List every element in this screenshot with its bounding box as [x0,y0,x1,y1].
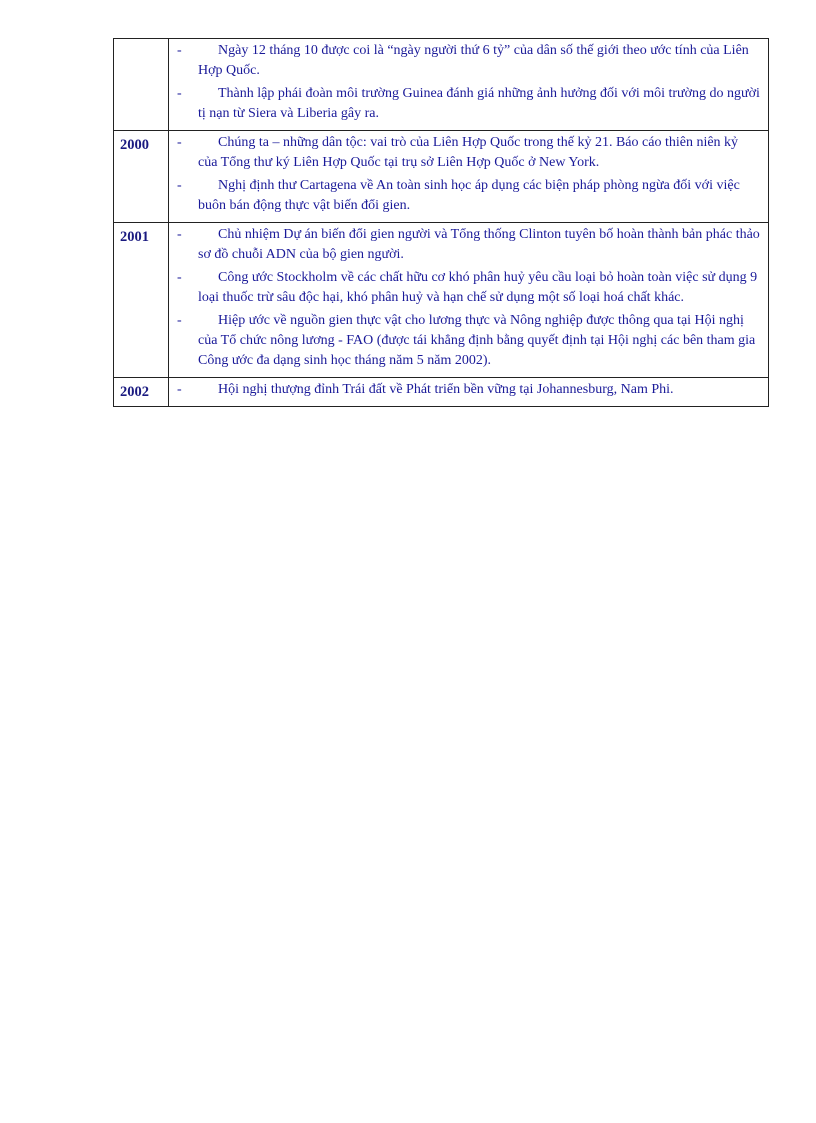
event-text: Hiệp ước về nguồn gien thực vật cho lương thực và Nông nghiệp được thông qua tại Hội nghị của Tổ chức nông lương - FAO (được tái khẳng định bằng quyết định tại Hội nghị các bên tham gia Công ước đa dạng sinh học tháng năm 5 năm 2002). [198,313,756,368]
year-cell: 2000 [114,131,169,223]
events-cell [169,223,769,378]
bullet-dash: - [177,313,182,328]
bullet-dash: - [177,227,182,242]
events-cell [169,131,769,223]
event-item [177,84,760,124]
event-text: Nghị định thư Cartagena về An toàn sinh học áp dụng các biện pháp phòng ngừa đối với việc buôn bán động thực vật biến đổi gien. [198,178,740,213]
bullet-dash: - [177,135,182,150]
event-item [177,133,760,173]
event-text: Thành lập phái đoàn môi trường Guinea đánh giá những ảnh hưởng đối với môi trường do người tị nạn từ Siera và Liberia gây ra. [198,86,760,121]
timeline-row [114,378,769,407]
timeline-row [114,131,769,223]
year-cell [114,39,169,131]
events-cell [169,378,769,407]
bullet-dash: - [177,270,182,285]
timeline-row [114,223,769,378]
event-item [177,41,760,81]
event-text: Công ước Stockholm về các chất hữu cơ khó phân huỷ yêu cầu loại bỏ hoàn toàn việc sử dụng 9 loại thuốc trừ sâu độc hại, khó phân huỷ và hạn chế sử dụng một số loại hoá chất khác. [198,270,758,305]
event-text: Hội nghị thượng đỉnh Trái đất về Phát triển bền vững tại Johannesburg, Nam Phi. [218,382,674,397]
event-text: Chúng ta – những dân tộc: vai trò của Liên Hợp Quốc trong thế kỷ 21. Báo cáo thiên niên kỷ của Tổng thư ký Liên Hợp Quốc tại trụ sở Liên Hợp Quốc ở New York. [198,135,739,170]
event-text: Chủ nhiệm Dự án biến đổi gien người và Tổng thống Clinton tuyên bố hoàn thành bản phác thảo sơ đồ chuỗi ADN của bộ gien người. [198,227,760,262]
event-item [177,380,760,400]
event-item [177,311,760,371]
event-item [177,225,760,265]
bullet-dash: - [177,43,182,58]
year-cell: 2001 [114,223,169,378]
event-item [177,268,760,308]
timeline-row [114,39,769,131]
bullet-dash: - [177,178,182,193]
events-cell [169,39,769,131]
year-cell: 2002 [114,378,169,407]
event-text: Ngày 12 tháng 10 được coi là “ngày người thứ 6 tỷ” của dân số thế giới theo ước tính của Liên Hợp Quốc. [198,43,749,78]
bullet-dash: - [177,86,182,101]
timeline-table [113,38,769,407]
bullet-dash: - [177,382,182,397]
event-item [177,176,760,216]
